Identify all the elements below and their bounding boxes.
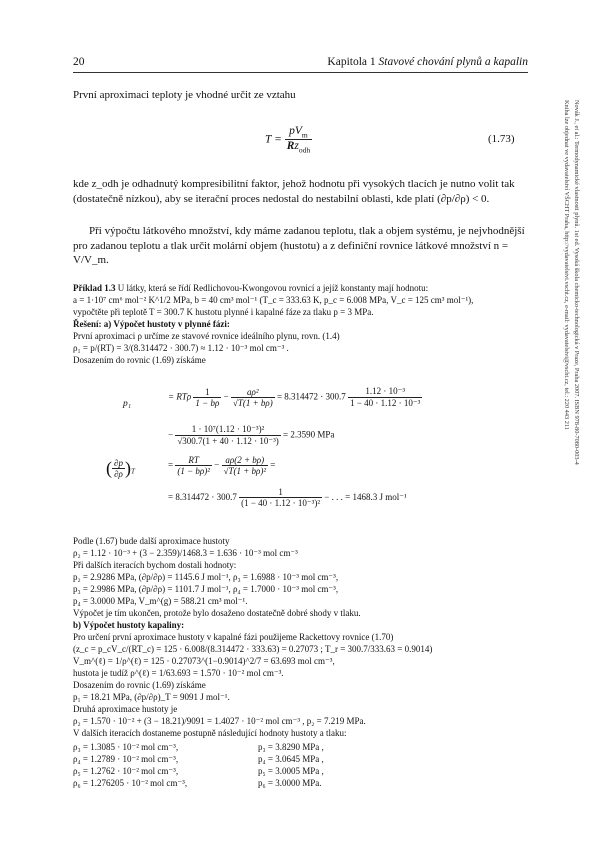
eq-denominator-z: z [294,140,299,153]
eq-fraction [285,125,312,155]
solution-a-line-2: ρ₁ = p/(RT) = 3/(8.314472 · 300.7) ≈ 1.12 · 10⁻³ mol cm⁻³ . [73,343,289,353]
iteration-line-6: p₄ = 3.0000 MPa, V_m^(g) = 588.21 cm³ mol⁻¹. [73,596,248,606]
eq-row2-a: 1 · 10⁷(1.12 · 10⁻³)² [175,424,280,436]
chapter-title: Stavové chování plynů a kapalin [378,56,528,68]
iteration-line-2: ρ₂ = 1.12 · 10⁻³ + (3 − 2.359)/1468.3 = 1.636 · 10⁻³ mol cm⁻³ [73,548,298,558]
eq-row1-g: 1 − 40 · 1.12 · 10⁻³ [350,398,421,408]
eq-block-deriv-lhs: ( $\frac{\partial p}{\partial\rho}$ )$_T$ [106,458,135,479]
eq-denominator-sub: odh [298,145,311,155]
equation-number: (1.73) [488,133,515,145]
iteration-line-4: p₂ = 2.9286 MPa, (∂p/∂ρ) = 1145.6 J mol⁻¹, ρ₃ = 1.6988 · 10⁻³ mol cm⁻³, [73,572,339,582]
liquid-line-1: Pro určení první aproximace hustoty v kapalné fázi použijeme Rackettovy rovnice (1.70) [73,632,394,642]
example-line-3: vypočtěte při teplotě T = 300.7 K hustotu plynné i kapalné fáze za tlaku p = 3 MPa. [73,307,374,317]
eq-row3-c: aρ(2 + bρ) [225,455,265,465]
eq-block-p1-lhs: p₁ [123,399,132,409]
eq-block-row-2: − $\frac{\text{1 · 10⁷(1.12 · 10⁻³)²}}{\text{√300.7(1 + 40 · 1.12 · 10⁻³)}}$ = 2.3590 MPa [168,424,335,446]
eq-row1-b: 1 − bρ [195,398,220,408]
iter-right-4: p₆ = 3.0000 MPa. [258,778,322,788]
chapter-heading [327,56,528,68]
header-rule [73,72,528,73]
eq-block-row-3: = $\frac{RT}{\text{(1 − bρ)²}}$ − $\frac{a\rho(2 + b\rho)}{\text{√T(1 + bρ)²}}$ = [168,455,276,476]
page-number: 20 [73,56,85,68]
iter-left-1: ρ₃ = 1.3085 · 10⁻² mol cm⁻³, [73,742,179,752]
example-label: Příklad 1.3 [73,283,116,293]
eq-row1-e: = 8.314472 · 300.7 [276,391,346,402]
eq-row1-a: = RTρ [168,391,192,402]
eq-numerator-sub: m [301,130,308,140]
iter-right-2: p₄ = 3.0645 MPa , [258,754,324,764]
chapter-label: Kapitola 1 [327,56,376,68]
eq-row3-d: √T(1 + bρ)² [223,466,267,476]
liquid-line-3: V_m^(ℓ) = 1/ρ^(ℓ) = 125 · 0.27073^(1−0.9014)^2/7 = 63.693 mol cm⁻³, [73,656,335,666]
deriv-lhs-sub: T [130,467,135,476]
solution-a-line-1: První aproximaci ρ určíme ze stavové rovnice ideálního plynu, rovn. (1.4) [73,331,340,341]
side-note-line-2: Kniha lze objednat ve vydavatelství VŠCHT Praha, http://vydavatelstvi.vscht.cz, e-mail: vydavatelstvi@vscht.cz, tel.: 220 443 211 [563,100,570,430]
eq-row3-a: RT [188,455,199,465]
intro-paragraph-3: Při výpočtu látkového množství, kdy máme zadanou teplotu, tlak a objem systému, je nejvhodnější pro zadanou teplotu a tlak určit molární objem (hustotu) a z definiční rovnice látkové množství n = V/V_m. [73,225,525,267]
iter-left-3: ρ₅ = 1.2762 · 10⁻² mol cm⁻³, [73,766,179,776]
liquid-line-5: Dosazením do rovnic (1.69) získáme [73,680,206,690]
equation-1-73 [265,125,340,159]
example-line-2: a = 1·10⁷ cm⁶ mol⁻² K^1/2 MPa, b = 40 cm³ mol⁻¹ (T_c = 333.63 K, p_c = 6.008 MPa, V_c = 125 cm³ mol⁻¹), [73,295,474,305]
side-note-line-1: Novák J., et al.: Termodynamické vlastnosti plynů. 1st ed. Vysoká škola chemicko-technologická v Praze, Praha 2007. ISBN 978-80-7080-003-4 [573,100,580,465]
iter-left-4: ρ₆ = 1.276205 · 10⁻² mol cm⁻³, [73,778,188,788]
liquid-line-6: p₁ = 18.21 MPa, (∂p/∂ρ)_T = 9091 J mol⁻¹. [73,692,230,702]
iter-right-3: p₅ = 3.0005 MPa , [258,766,324,776]
side-note [520,100,582,660]
example-line-1 [73,283,428,295]
eq-row4-b: 1 [239,487,322,498]
deriv-lhs-num: ∂p [114,458,123,468]
eq-row2-b: √300.7(1 + 40 · 1.12 · 10⁻³) [177,436,279,446]
eq-row4-a: = 8.314472 · 300.7 [168,492,237,503]
intro-paragraph-1: První aproximaci teploty je vhodné určit ze vztahu [73,89,296,101]
iter-left-2: ρ₄ = 1.2789 · 10⁻² mol cm⁻³, [73,754,179,764]
eq-block-row-1: = RTρ $\frac{1}{1 - b\rho}$ − $\frac{\text{aρ²}}{√T(1 + b\rho)}$ = 8.314472 · 300.7 $\frac{\text{1.12 · 10⁻³}}{\text{1 − 40 · 1.12 · 10⁻³}}$ [168,386,421,408]
eq-numerator: pV [289,125,302,137]
liquid-line-4: hustota je tudíž ρ^(ℓ) = 1/63.693 = 1.570 · 10⁻² mol cm⁻³. [73,668,284,678]
solution-a-heading: Řešení: a) Výpočet hustoty v plynné fázi: [73,319,230,329]
eq-row1-d: √T(1 + bρ) [232,398,273,408]
iteration-line-7: Výpočet je tím ukončen, protože bylo dosaženo dostatečně dobré shody v tlaku. [73,608,361,618]
running-header [73,56,528,72]
iter-right-1: p₃ = 3.8290 MPa , [258,742,324,752]
eq-row1-c: aρ² [247,387,259,397]
liquid-line-9: V dalších iteracích dostaneme postupně následující hodnoty hustoty a tlaku: [73,728,347,738]
eq-row4-d: − . . . = 1468.3 J mol⁻¹ [324,492,407,503]
eq-row2-c: = 2.3590 MPa [283,429,335,440]
solution-a-line-3: Dosazením do rovnic (1.69) získáme [73,355,206,365]
iteration-line-5: p₃ = 2.9986 MPa, (∂p/∂ρ) = 1101.7 J mol⁻¹, ρ₄ = 1.7000 · 10⁻³ mol cm⁻³, [73,584,339,594]
eq-lhs: T = [265,133,282,146]
eq-denominator-r: R [286,140,295,153]
eq-block-row-4 [168,487,407,509]
solution-b-heading: b) Výpočet hustoty kapaliny: [73,620,185,630]
deriv-lhs-den: ∂ρ [114,469,123,479]
liquid-line-8: ρ₂ = 1.570 · 10⁻² + (3 − 18.21)/9091 = 1.4027 · 10⁻² mol cm⁻³ , p₂ = 7.219 MPa. [73,716,366,726]
example-text-1: U látky, která se řídí Redlichovou-Kwongovou rovnicí a jejíž konstanty mají hodnotu: [117,283,429,293]
liquid-line-7: Druhá aproximace hustoty je [73,704,178,714]
eq-row4-c: (1 − 40 · 1.12 · 10⁻³)² [241,498,321,508]
iteration-line-1: Podle (1.67) bude další aproximace hustoty [73,536,230,546]
eq-row3-b: (1 − bρ)² [177,466,210,476]
eq-row1-f: 1.12 · 10⁻³ [348,386,422,398]
intro-paragraph-2: kde z_odh je odhadnutý kompresibilitní faktor, jehož hodnotu při vysokých tlacích je nutno volit tak (dostatečně nízkou), aby se iterační proces nedostal do nestabilní oblasti, kde platí (∂p/∂ρ) < 0. [73,178,515,205]
iteration-line-3: Při dalších iteracích bychom dostali hodnoty: [73,560,237,570]
liquid-line-2: (z_c = p_cV_c/(RT_c) = 125 · 6.008/(8.314472 · 333.63) = 0.27073 ; T_r = 300.7/333.63 = 0.9014) [73,644,433,654]
